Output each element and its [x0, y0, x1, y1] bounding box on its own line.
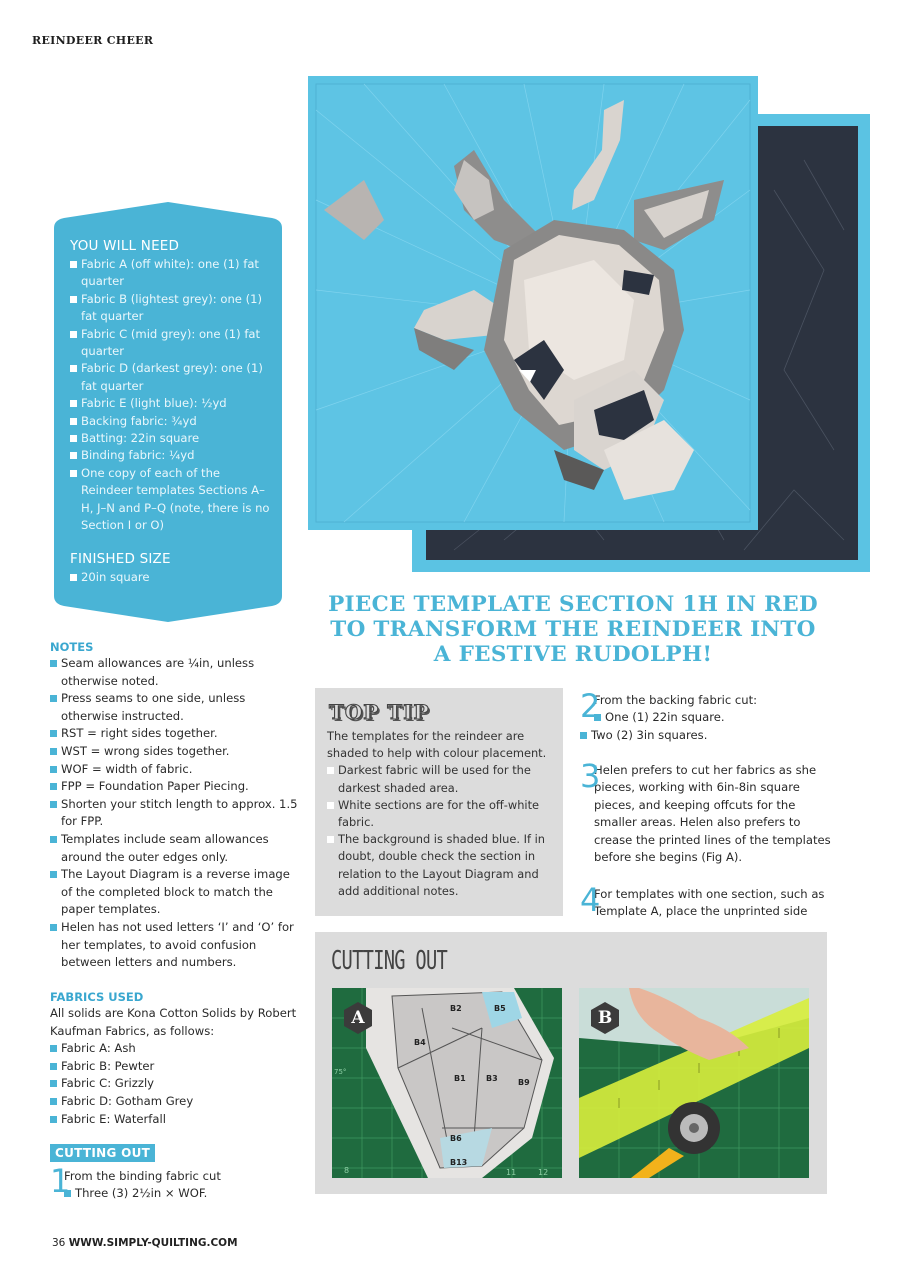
list-item: Seam allowances are ¼in, unless otherwise noted.: [50, 655, 300, 690]
step-text: From the binding fabric cut: [64, 1169, 221, 1183]
you-will-need-panel: [54, 202, 282, 622]
figure-a-photo: [332, 988, 562, 1178]
finished-size-title: FINISHED SIZE: [70, 550, 171, 567]
step-item: Three (3) 2½in × WOF.: [75, 1186, 208, 1200]
figure-label: A: [351, 1008, 365, 1028]
step-number: 1: [50, 1162, 71, 1200]
fabrics-section: [50, 990, 300, 1128]
piece-label: B9: [518, 1078, 530, 1087]
piece-label: B1: [454, 1074, 466, 1083]
you-will-need-title: YOU WILL NEED: [70, 238, 180, 254]
list-item: WST = wrong sides together.: [50, 743, 300, 761]
list-item: Fabric A: Ash: [50, 1040, 300, 1058]
list-item: One copy of each of the Reindeer templates Sections A–H, J–N and P–Q (note, there is no Section I or O): [70, 465, 270, 535]
you-will-need-list: [70, 256, 270, 535]
list-item: Fabric E: Waterfall: [50, 1111, 300, 1129]
piece-label: B2: [450, 1004, 462, 1013]
cutting-out-badge: CUTTING OUT: [50, 1144, 155, 1162]
piece-label: B5: [494, 1004, 506, 1013]
top-tip-title: TOP TIP: [329, 700, 430, 724]
list-item: Fabric A (off white): one (1) fat quarter: [70, 256, 270, 291]
list-item: 20in square: [70, 569, 270, 586]
list-item: White sections are for the off-white fabric.: [327, 797, 555, 831]
website-url: WWW.SIMPLY-QUILTING.COM: [68, 1237, 238, 1249]
list-item: Binding fabric: ¼yd: [70, 447, 270, 464]
list-item: Fabric B (lightest grey): one (1) fat quarter: [70, 291, 270, 326]
list-item: Darkest fabric will be used for the darkest shaded area.: [327, 762, 555, 796]
step-3: [580, 757, 832, 866]
mat-number: 12: [538, 1168, 549, 1177]
top-tip-intro: The templates for the reindeer are shaded to help with colour placement.: [327, 729, 547, 761]
cutting-section: [50, 1142, 300, 1202]
figure-b-photo: [579, 988, 809, 1178]
fabrics-title: FABRICS USED: [50, 990, 144, 1004]
step-number: 4: [580, 881, 601, 919]
step-number: 3: [580, 757, 601, 795]
figure-b-badge: [589, 1002, 621, 1034]
bullet-icon: [580, 732, 587, 739]
list-item: Fabric D (darkest grey): one (1) fat quarter: [70, 360, 270, 395]
list-item: Batting: 22in square: [70, 430, 270, 447]
step-4: [580, 881, 832, 921]
figure-a-badge: [342, 1002, 374, 1034]
figure-label: B: [597, 1008, 613, 1028]
reindeer-quilt-photo: [304, 70, 880, 576]
notes-title: NOTES: [50, 640, 94, 654]
list-item: Fabric D: Gotham Grey: [50, 1093, 300, 1111]
list-item: WOF = width of fabric.: [50, 761, 300, 779]
step-text: For templates with one section, such as Template A, place the unprinted side: [594, 887, 825, 919]
list-item: The Layout Diagram is a reverse image of the completed block to match the paper templates.: [50, 866, 300, 919]
cutting-out-gallery: [315, 932, 827, 1194]
cutting-step-1: [50, 1162, 300, 1202]
list-item: Fabric B: Pewter: [50, 1058, 300, 1076]
list-item: RST = right sides together.: [50, 725, 300, 743]
page-number: 36: [52, 1237, 66, 1249]
step-item: Two (2) 3in squares.: [591, 727, 708, 742]
mat-number: 11: [506, 1168, 517, 1177]
list-item: Fabric C (mid grey): one (1) fat quarter: [70, 326, 270, 361]
list-item: Shorten your stitch length to approx. 1.5 for FPP.: [50, 796, 300, 831]
piece-label: B3: [486, 1074, 498, 1083]
step-text: Helen prefers to cut her fabrics as she pieces, working with 6in-8in square pieces, and keeping offcuts for the smaller areas. Helen also prefers to crease the printed lines of the templates before she begins (Fig A).: [594, 763, 831, 865]
piece-label: B4: [414, 1038, 426, 1047]
page-footer: [52, 1237, 238, 1249]
top-tip-box: [315, 688, 563, 916]
list-item: Fabric C: Grizzly: [50, 1075, 300, 1093]
list-item: FPP = Foundation Paper Piecing.: [50, 778, 300, 796]
list-item: Press seams to one side, unless otherwise instructed.: [50, 690, 300, 725]
list-item: Fabric E (light blue): ½yd: [70, 395, 270, 412]
fabrics-intro: All solids are Kona Cotton Solids by Robert Kaufman Fabrics, as follows:: [50, 1006, 297, 1038]
notes-section: [50, 640, 300, 972]
list-item: Templates include seam allowances around the outer edges only.: [50, 831, 300, 866]
list-item: Helen has not used letters ‘I’ and ‘O’ for her templates, to avoid confusion between letters and numbers.: [50, 919, 300, 972]
step-2: [580, 687, 832, 744]
step-number: 2: [580, 687, 601, 725]
piece-label: B13: [450, 1158, 468, 1167]
list-item: Backing fabric: ¾yd: [70, 413, 270, 430]
mat-angle: 75°: [334, 1068, 347, 1076]
running-head: REINDEER CHEER: [32, 34, 154, 47]
mat-number: 8: [344, 1166, 350, 1175]
step-text: From the backing fabric cut:: [594, 693, 758, 707]
piece-label: B6: [450, 1134, 462, 1143]
list-item: The background is shaded blue. If in doubt, double check the section in relation to the Layout Diagram and add additional notes.: [327, 831, 555, 900]
gallery-title: CUTTING OUT: [331, 946, 448, 976]
feature-headline: PIECE TEMPLATE SECTION 1H IN RED TO TRANSFORM THE REINDEER INTO A FESTIVE RUDOLPH!: [328, 592, 818, 667]
step-item: One (1) 22in square.: [605, 710, 725, 725]
